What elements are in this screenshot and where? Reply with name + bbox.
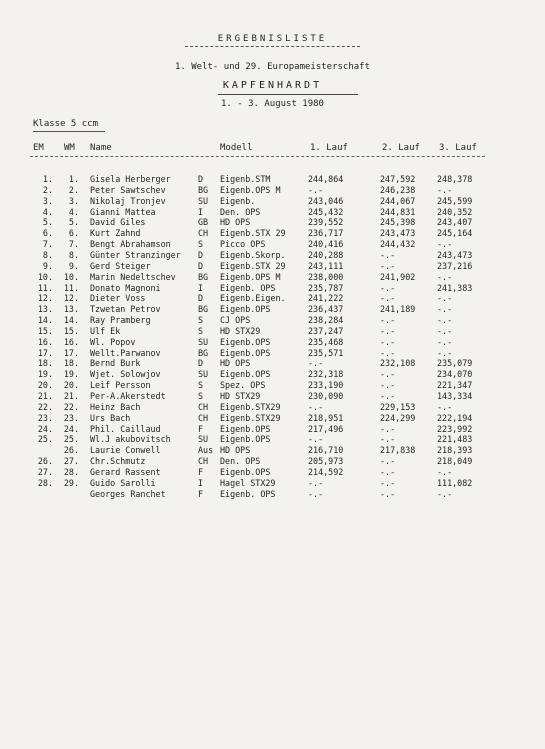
cell-name: Ray Pramberg: [90, 315, 151, 326]
cell-l2: 246,238: [380, 184, 416, 195]
cell-l1: 240,416: [308, 239, 344, 250]
cell-wm: 5.: [68, 217, 79, 228]
cell-nat: CH: [198, 412, 209, 423]
cell-l2: -.-: [380, 488, 396, 499]
cell-l2: -.-: [380, 325, 396, 336]
cell-l1: -.-: [308, 488, 324, 499]
cell-l3: -.-: [437, 347, 453, 358]
cell-l2: -.-: [380, 315, 396, 326]
cell-name: Phil. Caillaud: [90, 423, 161, 434]
table-row: [0, 445, 545, 456]
cell-model: Eigenb.OPS: [220, 304, 271, 315]
cell-l3: 221,347: [437, 380, 473, 391]
cell-l3: -.-: [437, 315, 453, 326]
cell-nat: BG: [198, 304, 209, 315]
cell-wm: 7.: [68, 239, 79, 250]
cell-nat: D: [198, 174, 204, 184]
cell-em: 15.: [37, 325, 53, 336]
cell-nat: BG: [198, 271, 209, 282]
cell-nat: S: [198, 325, 204, 336]
cell-wm: 8.: [68, 249, 79, 260]
cell-model: Picco OPS: [220, 239, 266, 250]
cell-em: 23.: [37, 412, 53, 423]
cell-em: 2.: [42, 184, 53, 195]
cell-wm: 4.: [68, 206, 79, 217]
table-row: [0, 348, 545, 359]
cell-name: Gisela Herberger: [90, 174, 171, 184]
table-row: [0, 467, 545, 478]
cell-name: Gianni Mattea: [90, 206, 156, 217]
cell-nat: GB: [198, 217, 209, 228]
cell-model: CJ OPS: [220, 315, 251, 326]
cell-model: HD OPS: [220, 217, 251, 228]
cell-l2: 244,067: [380, 195, 416, 206]
cell-name: Ulf Ek: [90, 325, 121, 336]
cell-l2: 243,473: [380, 228, 416, 239]
table-row: [0, 391, 545, 402]
cell-model: Eigenb.STX29: [220, 401, 281, 412]
title-underline: [185, 46, 360, 47]
table-row: [0, 217, 545, 228]
cell-model: Eigenb.Skorp.: [220, 249, 286, 260]
cell-em: 11.: [37, 282, 53, 293]
cell-l3: -.-: [437, 325, 453, 336]
cell-nat: SU: [198, 369, 209, 380]
cell-model: Eigenb.STX 29: [220, 260, 286, 271]
table-row: [0, 261, 545, 272]
cell-model: Eigenb.STM: [220, 174, 271, 184]
location-underline: [218, 94, 358, 95]
col-lauf3: 3. Lauf: [439, 143, 477, 153]
cell-l2: -.-: [380, 282, 396, 293]
cell-l3: 222,194: [437, 412, 473, 423]
table-row: [0, 456, 545, 467]
cell-name: Guido Sarolli: [90, 477, 156, 488]
cell-em: 1.: [42, 174, 53, 184]
table-row: [0, 239, 545, 250]
cell-nat: I: [198, 206, 204, 217]
cell-l3: -.-: [437, 271, 453, 282]
cell-name: Marin Nedeltschev: [90, 271, 176, 282]
cell-nat: S: [198, 239, 204, 250]
cell-model: Eigenb.STX29: [220, 412, 281, 423]
cell-model: Den. OPS: [220, 456, 261, 467]
table-row: [0, 283, 545, 294]
cell-em: 5.: [42, 217, 53, 228]
cell-nat: I: [198, 282, 204, 293]
cell-nat: Aus: [198, 445, 214, 456]
cell-l2: 229,153: [380, 401, 416, 412]
cell-l3: 221,483: [437, 434, 473, 445]
cell-l2: 244,432: [380, 239, 416, 250]
cell-name: Bengt Abrahamson: [90, 239, 171, 250]
cell-l2: 245,398: [380, 217, 416, 228]
cell-l3: 245,164: [437, 228, 473, 239]
cell-name: Gerard Rassent: [90, 466, 161, 477]
col-em: EM: [33, 143, 44, 153]
cell-wm: 13.: [63, 304, 79, 315]
table-row: [0, 424, 545, 435]
cell-model: Hagel STX29: [220, 477, 276, 488]
cell-name: Chr.Schmutz: [90, 456, 146, 467]
cell-wm: 20.: [63, 380, 79, 391]
cell-l2: 241,189: [380, 304, 416, 315]
cell-wm: 28.: [63, 466, 79, 477]
cell-l1: 236,717: [308, 228, 344, 239]
cell-em: 22.: [37, 401, 53, 412]
cell-nat: S: [198, 315, 204, 326]
cell-l1: 235,787: [308, 282, 344, 293]
cell-name: Bernd Burk: [90, 358, 141, 369]
cell-l2: -.-: [380, 434, 396, 445]
cell-model: Eigenb.OPS: [220, 369, 271, 380]
cell-l2: 241,902: [380, 271, 416, 282]
table-row: [0, 250, 545, 261]
cell-nat: CH: [198, 228, 209, 239]
cell-nat: D: [198, 260, 204, 271]
cell-name: Wellt.Parwanov: [90, 347, 161, 358]
cell-name: Wl.J akubovitsch: [90, 434, 171, 445]
table-row: [0, 196, 545, 207]
cell-l2: -.-: [380, 347, 396, 358]
cell-l3: 234,070: [437, 369, 473, 380]
cell-l1: -.-: [308, 434, 324, 445]
cell-l3: 143,334: [437, 391, 473, 401]
cell-wm: 29.: [63, 477, 79, 488]
cell-name: David Giles: [90, 217, 146, 228]
cell-wm: 11.: [63, 282, 79, 293]
cell-l1: 232,318: [308, 369, 344, 380]
table-row: [0, 207, 545, 218]
event-subtitle: 1. Welt- und 29. Europameisterschaft: [174, 62, 371, 72]
table-row: [0, 337, 545, 348]
cell-l1: 230,090: [308, 391, 344, 401]
cell-nat: S: [198, 380, 204, 391]
cell-l3: -.-: [437, 401, 453, 412]
cell-name: Laurie Conwell: [90, 445, 161, 456]
cell-wm: 3.: [68, 195, 79, 206]
cell-wm: 25.: [63, 434, 79, 445]
cell-wm: 9.: [68, 260, 79, 271]
table-row: [0, 293, 545, 304]
cell-l3: -.-: [437, 239, 453, 250]
table-row: [0, 185, 545, 196]
table-row: [0, 478, 545, 489]
cell-em: 17.: [37, 347, 53, 358]
cell-l1: -.-: [308, 401, 324, 412]
cell-l2: -.-: [380, 423, 396, 434]
cell-name: Dieter Voss: [90, 293, 146, 304]
cell-l1: 217,496: [308, 423, 344, 434]
cell-wm: 10.: [63, 271, 79, 282]
cell-l1: 233,190: [308, 380, 344, 391]
cell-em: 24.: [37, 423, 53, 434]
cell-wm: 18.: [63, 358, 79, 369]
cell-l1: -.-: [308, 477, 324, 488]
cell-model: Eigenb.OPS: [220, 434, 271, 445]
cell-name: Urs Bach: [90, 412, 131, 423]
cell-l1: -.-: [308, 358, 324, 369]
cell-em: 6.: [42, 228, 53, 239]
cell-em: 20.: [37, 380, 53, 391]
cell-wm: 22.: [63, 401, 79, 412]
cell-l2: 247,592: [380, 174, 416, 184]
table-row: [0, 315, 545, 326]
cell-l2: -.-: [380, 293, 396, 304]
table-row: [0, 326, 545, 337]
cell-l2: -.-: [380, 336, 396, 347]
table-row: [0, 413, 545, 424]
cell-l2: -.-: [380, 477, 396, 488]
cell-em: 7.: [42, 239, 53, 250]
cell-name: Wjet. Solowjov: [90, 369, 161, 380]
cell-em: 18.: [37, 358, 53, 369]
cell-nat: SU: [198, 434, 209, 445]
cell-name: Donato Magnoni: [90, 282, 161, 293]
cell-name: Heinz Bach: [90, 401, 141, 412]
cell-model: Eigenb.OPS M: [220, 271, 281, 282]
cell-l2: -.-: [380, 260, 396, 271]
cell-name: Peter Sawtschev: [90, 184, 166, 195]
cell-model: Den. OPS: [220, 206, 261, 217]
cell-nat: F: [198, 423, 204, 434]
cell-em: 13.: [37, 304, 53, 315]
cell-wm: 12.: [63, 293, 79, 304]
cell-em: 10.: [37, 271, 53, 282]
cell-model: Eigenb.OPS: [220, 336, 271, 347]
cell-nat: BG: [198, 184, 209, 195]
cell-model: HD STX29: [220, 325, 261, 336]
cell-l1: 236,437: [308, 304, 344, 315]
cell-l2: 232,108: [380, 358, 416, 369]
cell-name: Wl. Popov: [90, 336, 136, 347]
cell-l1: 238,000: [308, 271, 344, 282]
cell-model: Eigenb.OPS M: [220, 184, 281, 195]
cell-model: HD STX29: [220, 391, 261, 401]
cell-l2: 244,831: [380, 206, 416, 217]
table-row: [0, 228, 545, 239]
cell-em: 21.: [37, 391, 53, 401]
cell-nat: BG: [198, 347, 209, 358]
document-title: ERGEBNISLISTE: [217, 34, 328, 44]
cell-l1: 238,284: [308, 315, 344, 326]
cell-wm: 1.: [68, 174, 79, 184]
cell-l1: 216,710: [308, 445, 344, 456]
cell-l3: -.-: [437, 304, 453, 315]
cell-em: 27.: [37, 466, 53, 477]
cell-name: Leif Persson: [90, 380, 151, 391]
cell-wm: 27.: [63, 456, 79, 467]
cell-model: Eigenb. OPS: [220, 488, 276, 499]
cell-model: Spez. OPS: [220, 380, 266, 391]
cell-l2: -.-: [380, 369, 396, 380]
cell-name: Georges Ranchet: [90, 488, 166, 499]
header-rule: [30, 156, 485, 157]
cell-wm: 2.: [68, 184, 79, 195]
col-model: Modell: [220, 143, 253, 153]
cell-l3: -.-: [437, 466, 453, 477]
cell-em: 26.: [37, 456, 53, 467]
cell-model: Eigenb.OPS: [220, 466, 271, 477]
cell-l3: 241,383: [437, 282, 473, 293]
cell-wm: 19.: [63, 369, 79, 380]
cell-l2: -.-: [380, 466, 396, 477]
table-row: [0, 402, 545, 413]
event-dates: 1. - 3. August 1980: [221, 99, 324, 109]
cell-l3: -.-: [437, 184, 453, 195]
cell-l3: 245,599: [437, 195, 473, 206]
cell-model: Eigenb.Eigen.: [220, 293, 286, 304]
cell-l1: 235,571: [308, 347, 344, 358]
cell-l1: 235,468: [308, 336, 344, 347]
cell-nat: F: [198, 488, 204, 499]
cell-nat: D: [198, 358, 204, 369]
cell-l3: 235,079: [437, 358, 473, 369]
col-wm: WM: [64, 143, 75, 153]
cell-l2: -.-: [380, 391, 396, 401]
class-underline: [33, 131, 105, 132]
class-label: Klasse 5 ccm: [33, 119, 99, 129]
cell-model: Eigenb.OPS: [220, 423, 271, 434]
table-row: [0, 304, 545, 315]
cell-l3: -.-: [437, 336, 453, 347]
cell-model: Eigenb.: [220, 195, 256, 206]
cell-nat: D: [198, 293, 204, 304]
cell-l3: 218,049: [437, 456, 473, 467]
cell-name: Günter Stranzinger: [90, 249, 181, 260]
cell-em: 12.: [37, 293, 53, 304]
cell-name: Gerd Steiger: [90, 260, 151, 271]
cell-em: 16.: [37, 336, 53, 347]
col-lauf2: 2. Lauf: [382, 143, 420, 153]
cell-l2: 217,838: [380, 445, 416, 456]
cell-em: 25.: [37, 434, 53, 445]
cell-nat: I: [198, 477, 204, 488]
cell-l3: 243,473: [437, 249, 473, 260]
table-row: [0, 434, 545, 445]
cell-nat: F: [198, 466, 204, 477]
cell-nat: CH: [198, 456, 209, 467]
cell-name: Per-A.Akerstedt: [90, 391, 166, 401]
cell-em: 28.: [37, 477, 53, 488]
cell-l3: -.-: [437, 488, 453, 499]
cell-nat: CH: [198, 401, 209, 412]
table-row: [0, 358, 545, 369]
cell-l1: 237,247: [308, 325, 344, 336]
cell-model: HD OPS: [220, 358, 251, 369]
cell-l1: 245,432: [308, 206, 344, 217]
cell-l2: -.-: [380, 456, 396, 467]
cell-wm: 26.: [63, 445, 79, 456]
cell-wm: 16.: [63, 336, 79, 347]
event-location: KAPFENHARDT: [222, 80, 323, 91]
cell-nat: SU: [198, 336, 209, 347]
cell-model: Eigenb.OPS: [220, 347, 271, 358]
cell-l3: 237,216: [437, 260, 473, 271]
cell-l3: 243,407: [437, 217, 473, 228]
cell-nat: SU: [198, 195, 209, 206]
cell-wm: 23.: [63, 412, 79, 423]
cell-name: Kurt Zahnd: [90, 228, 141, 239]
cell-l1: 214,592: [308, 466, 344, 477]
table-row: [0, 174, 545, 185]
cell-em: 4.: [42, 206, 53, 217]
cell-l1: 241,222: [308, 293, 344, 304]
cell-nat: D: [198, 249, 204, 260]
cell-l2: 224,299: [380, 412, 416, 423]
table-row: [0, 272, 545, 283]
cell-model: Eigenb.STX 29: [220, 228, 286, 239]
cell-model: HD OPS: [220, 445, 251, 456]
cell-l3: 223,992: [437, 423, 473, 434]
cell-l1: 205,973: [308, 456, 344, 467]
cell-l3: 240,352: [437, 206, 473, 217]
table-row: [0, 489, 545, 500]
cell-wm: 17.: [63, 347, 79, 358]
cell-l2: -.-: [380, 249, 396, 260]
cell-model: Eigenb. OPS: [220, 282, 276, 293]
cell-name: Nikolaj Tronjev: [90, 195, 166, 206]
cell-l3: 248,378: [437, 174, 473, 184]
cell-l1: 239,552: [308, 217, 344, 228]
cell-l1: 218,951: [308, 412, 344, 423]
cell-l1: 240,288: [308, 249, 344, 260]
cell-wm: 6.: [68, 228, 79, 239]
cell-l3: -.-: [437, 293, 453, 304]
cell-l3: 218,393: [437, 445, 473, 456]
cell-nat: S: [198, 391, 204, 401]
cell-l1: 243,111: [308, 260, 344, 271]
cell-wm: 24.: [63, 423, 79, 434]
cell-l2: -.-: [380, 380, 396, 391]
col-lauf1: 1. Lauf: [310, 143, 348, 153]
cell-l1: -.-: [308, 184, 324, 195]
cell-wm: 15.: [63, 325, 79, 336]
table-row: [0, 369, 545, 380]
col-name: Name: [90, 143, 112, 153]
cell-em: 8.: [42, 249, 53, 260]
cell-em: 3.: [42, 195, 53, 206]
cell-em: 14.: [37, 315, 53, 326]
table-row: [0, 380, 545, 391]
cell-l1: 243,046: [308, 195, 344, 206]
cell-wm: 21.: [63, 391, 79, 401]
cell-wm: 14.: [63, 315, 79, 326]
cell-name: Tzwetan Petrov: [90, 304, 161, 315]
cell-l1: 244,864: [308, 174, 344, 184]
cell-em: 19.: [37, 369, 53, 380]
cell-em: 9.: [42, 260, 53, 271]
cell-l3: 111,082: [437, 477, 473, 488]
